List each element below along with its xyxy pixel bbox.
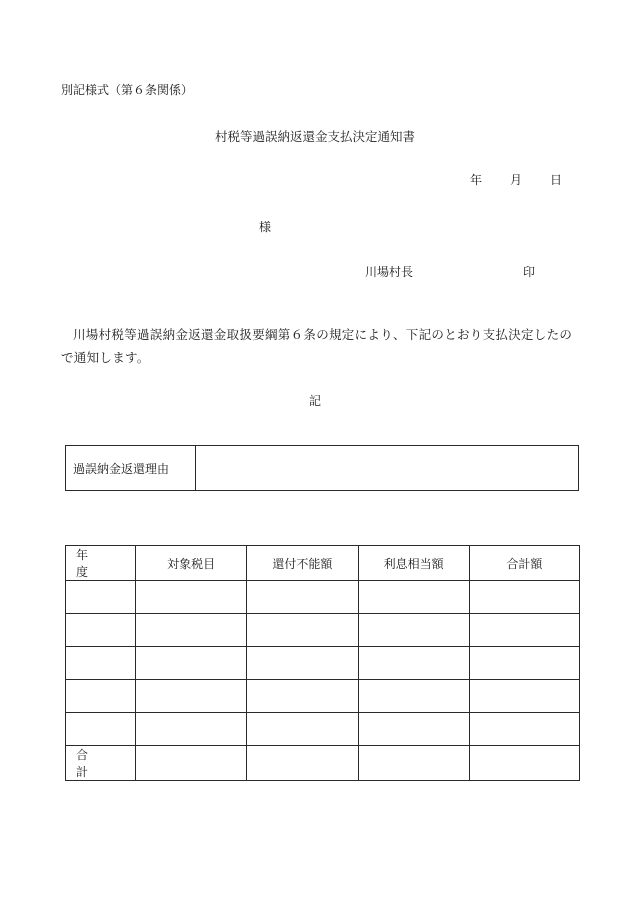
table-row <box>66 614 580 647</box>
cell-interest[interactable] <box>358 713 469 746</box>
total-non-refundable-cell[interactable] <box>247 746 358 781</box>
cell-non-refundable[interactable] <box>247 680 358 713</box>
total-interest-cell[interactable] <box>358 746 469 781</box>
total-label-cell: 合 計 <box>66 746 136 781</box>
cell-interest[interactable] <box>358 614 469 647</box>
date-line <box>470 171 562 188</box>
cell-non-refundable[interactable] <box>247 647 358 680</box>
cell-total-amount[interactable] <box>469 647 579 680</box>
reason-table <box>65 445 579 491</box>
table-row <box>66 647 580 680</box>
cell-year[interactable] <box>66 680 136 713</box>
cell-non-refundable[interactable] <box>247 614 358 647</box>
header-year: 年 度 <box>66 546 136 581</box>
cell-year[interactable] <box>66 647 136 680</box>
notice-body-text: 川場村税等過誤納金返還金取扱要綱第６条の規定により、下記のとおり支払決定したので通知します。 <box>61 327 573 365</box>
date-year-label: 年 <box>470 173 483 187</box>
cell-tax-item[interactable] <box>136 614 247 647</box>
header-tax-item: 対象税目 <box>136 546 247 581</box>
cell-total-amount[interactable] <box>469 614 579 647</box>
cell-total-amount[interactable] <box>469 680 579 713</box>
cell-total-amount[interactable] <box>469 581 579 614</box>
ki-heading: 記 <box>308 394 321 408</box>
form-label: 別記様式（第６条関係） <box>61 83 194 97</box>
amount-table <box>65 545 580 781</box>
header-non-refundable: 還付不能額 <box>247 546 358 581</box>
reason-label-cell: 過誤納金返還理由 <box>66 446 196 491</box>
addressee-suffix: 様 <box>259 220 272 234</box>
cell-non-refundable[interactable] <box>247 713 358 746</box>
issuer-name: 川場村長 <box>365 265 414 279</box>
header-interest: 利息相当額 <box>358 546 469 581</box>
cell-tax-item[interactable] <box>136 680 247 713</box>
amount-table-header-row <box>66 546 580 581</box>
total-row <box>66 746 580 781</box>
reason-row <box>66 446 579 491</box>
table-row <box>66 680 580 713</box>
cell-year[interactable] <box>66 713 136 746</box>
cell-tax-item[interactable] <box>136 647 247 680</box>
date-month-label: 月 <box>510 173 523 187</box>
cell-interest[interactable] <box>358 581 469 614</box>
cell-tax-item[interactable] <box>136 713 247 746</box>
cell-interest[interactable] <box>358 680 469 713</box>
total-amount-cell[interactable] <box>469 746 579 781</box>
cell-tax-item[interactable] <box>136 581 247 614</box>
document-title: 村税等過誤納返還金支払決定通知書 <box>214 129 415 144</box>
cell-interest[interactable] <box>358 647 469 680</box>
cell-total-amount[interactable] <box>469 713 579 746</box>
header-total-amount: 合計額 <box>469 546 579 581</box>
table-row <box>66 713 580 746</box>
date-day-label: 日 <box>550 173 563 187</box>
cell-non-refundable[interactable] <box>247 581 358 614</box>
cell-year[interactable] <box>66 614 136 647</box>
cell-year[interactable] <box>66 581 136 614</box>
reason-value-cell[interactable] <box>196 446 579 491</box>
seal-mark: 印 <box>523 265 536 279</box>
table-row <box>66 581 580 614</box>
total-tax-item-cell[interactable] <box>136 746 247 781</box>
